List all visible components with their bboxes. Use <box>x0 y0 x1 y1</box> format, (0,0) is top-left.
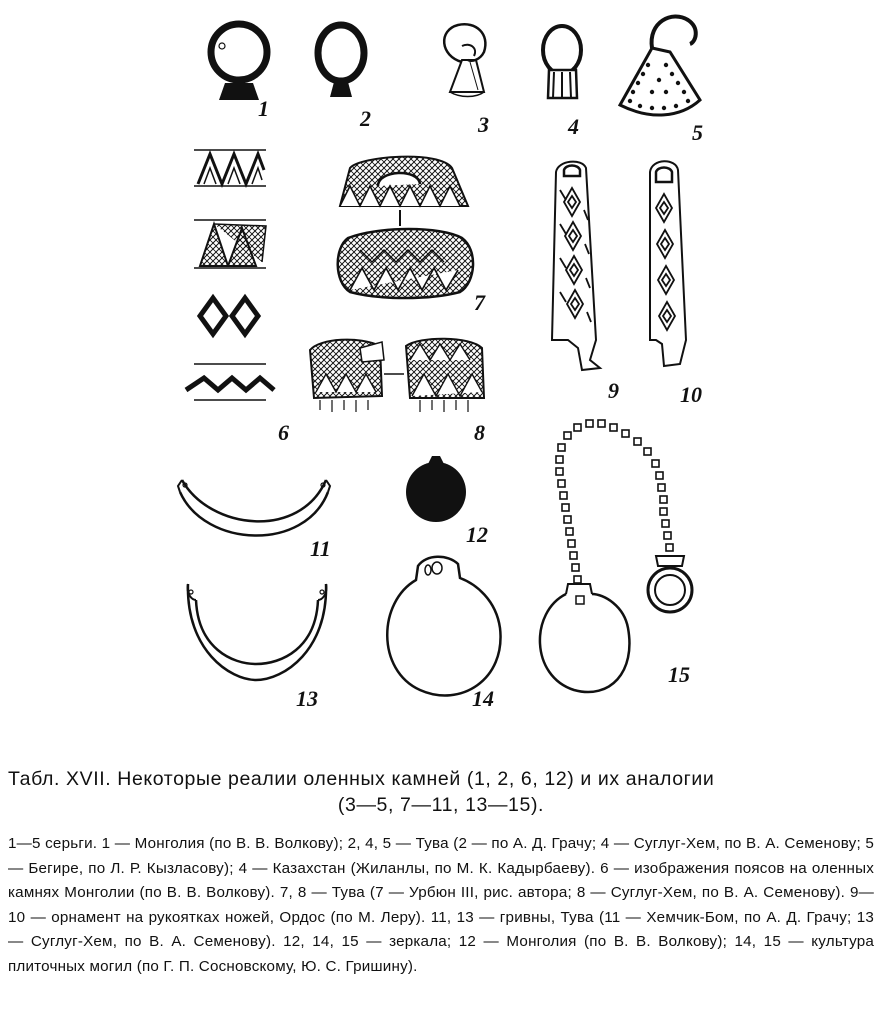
mirror-12-drawing <box>406 456 466 522</box>
label-15: 15 <box>668 662 690 687</box>
table-title <box>8 766 874 818</box>
mirror-14-drawing <box>387 557 500 696</box>
label-6: 6 <box>278 420 289 445</box>
label-8: 8 <box>474 420 485 445</box>
belt-patterns-6-drawing <box>186 150 274 400</box>
figure-labels <box>258 96 703 711</box>
earring-5-drawing <box>620 16 700 115</box>
label-11: 11 <box>310 536 331 561</box>
plaque-8-drawing <box>310 339 484 412</box>
torque-13-drawing <box>188 584 327 680</box>
label-4: 4 <box>568 114 579 139</box>
table-title-line-2: (3—5, 7—11, 13—15). <box>337 794 545 816</box>
label-13: 13 <box>296 686 318 711</box>
table-title-line-1: Табл. XVII. Некоторые реалии оленных камней (1, 2, 6, 12) и их аналогии <box>8 768 715 790</box>
knife-handle-9-drawing <box>552 162 600 370</box>
label-12: 12 <box>466 522 488 547</box>
label-3: 3 <box>478 112 489 137</box>
mirror-15-drawing <box>540 420 692 692</box>
label-2: 2 <box>360 106 371 131</box>
label-9: 9 <box>608 378 619 403</box>
label-14: 14 <box>472 686 494 711</box>
earring-2-drawing <box>318 25 364 97</box>
plaque-7-drawing <box>338 157 473 298</box>
torque-11-drawing <box>178 480 330 536</box>
knife-handle-10-drawing <box>650 161 686 366</box>
earring-1-drawing <box>211 24 267 100</box>
label-10: 10 <box>680 382 702 407</box>
label-7: 7 <box>474 290 485 315</box>
figure-caption: 1—5 серьги. 1 — Монголия (по В. В. Волкову); 2, 4, 5 — Тува (2 — по А. Д. Грачу; 4 — Суглуг-Хем, по В. А. Семенову; 5 — Бегире, по Л. Р. Кызласову); 4 — Казахстан (Жиланлы, по М. К. Кадырбаеву). 6 — изображения поясов на оленных камнях Монголии (по В. В. Волкову). 7, 8 — Тува (7 — Урбюн III, рис. автора; 8 — Суглуг-Хем, по В. А. Семенову). 9—10 — орнамент на рукоятках ножей, Ордос (по М. Леру). 11, 13 — гривны, Тува (11 — Хемчик-Бом, по А. Д. Грачу; 13 — Суглуг-Хем, по В. А. Семеновy). 12, 14, 15 — зеркала; 12 — Монголия (по В. В. Волкову); 14, 15 — культура плиточных могил (по Г. П. Сосновскому, Ю. С. Гришину). <box>8 835 874 975</box>
label-5: 5 <box>692 120 703 145</box>
label-1: 1 <box>258 96 269 121</box>
earring-4-drawing <box>543 26 581 98</box>
earring-3-drawing <box>444 24 485 96</box>
